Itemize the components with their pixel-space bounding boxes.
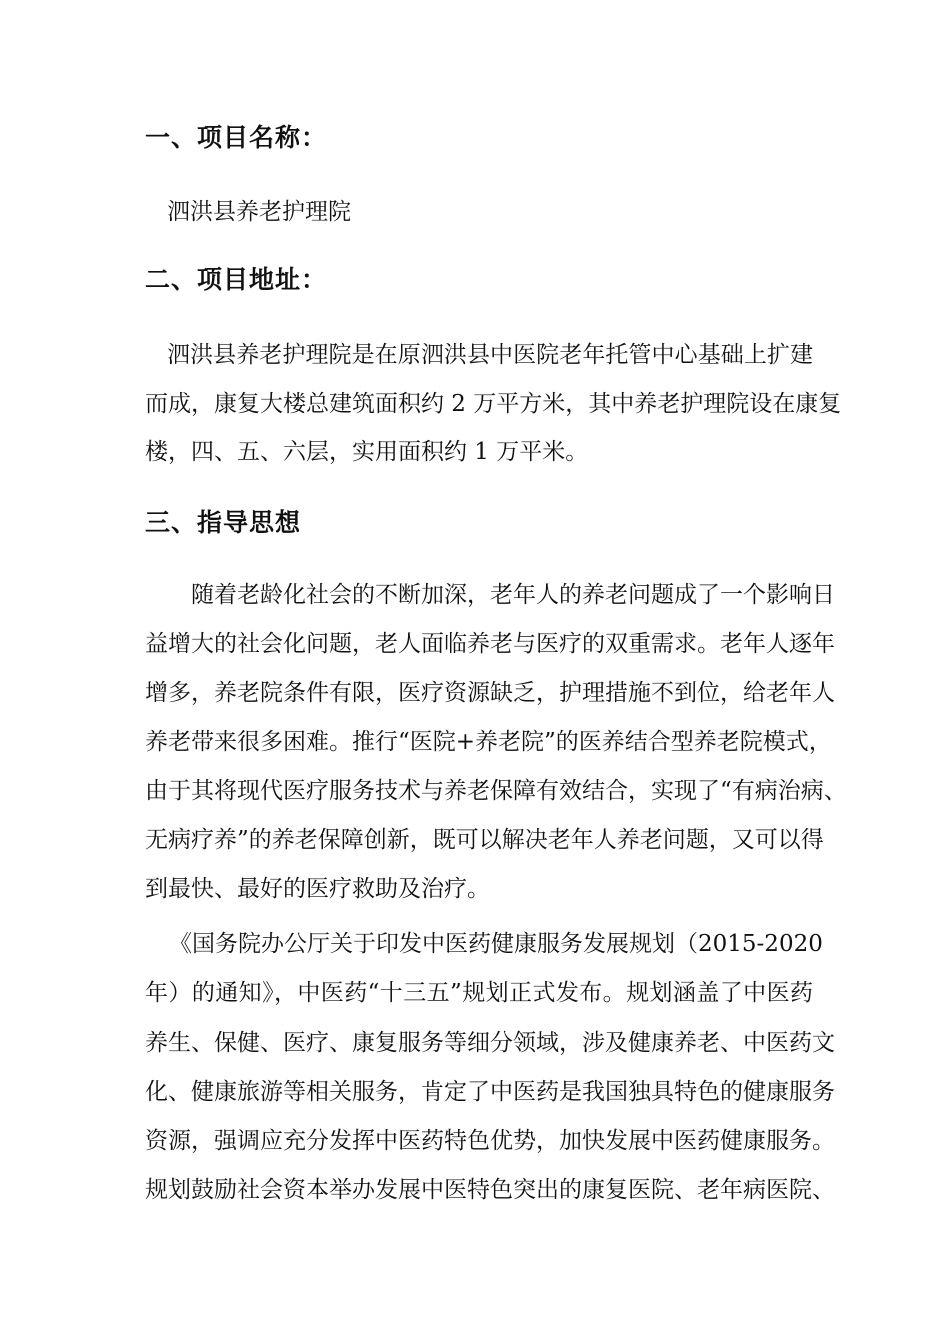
section-heading-guiding-ideology: 三、指导思想 xyxy=(145,508,302,537)
ideology-p2-line-1: 《国务院办公厅关于印发中医药健康服务发展规划（2015-2020 xyxy=(169,931,823,957)
ideology-p2-line-5: 资源，强调应充分发挥中医药特色优势，加快发展中医药健康服务。 xyxy=(145,1128,835,1154)
section-heading-project-name: 一、项目名称： xyxy=(145,123,328,152)
ideology-p1-line-3: 增多，养老院条件有限，医疗资源缺乏，护理措施不到位，给老年人 xyxy=(145,680,835,706)
address-line-1: 泗洪县养老护理院是在原泗洪县中医院老年托管中心基础上扩建 xyxy=(167,342,813,368)
ideology-p2-line-6: 规划鼓励社会资本举办发展中医特色突出的康复医院、老年病医院、 xyxy=(145,1177,835,1203)
ideology-p2-line-2: 年）的通知》，中医药“十三五”规划正式发布。规划涵盖了中医药 xyxy=(145,980,813,1006)
ideology-p1-line-1: 随着老龄化社会的不断加深，老年人的养老问题成了一个影响日 xyxy=(191,582,835,608)
ideology-p1-line-5: 由于其将现代医疗服务技术与养老保障有效结合，实现了“有病治病、 xyxy=(145,778,847,804)
project-name-text: 泗洪县养老护理院 xyxy=(167,199,351,225)
section-heading-project-address: 二、项目地址： xyxy=(145,265,328,294)
ideology-p1-line-7: 到最快、最好的医疗救助及治疗。 xyxy=(145,876,490,902)
ideology-p1-line-6: 无病疗养”的养老保障创新，既可以解决老年人养老问题，又可以得 xyxy=(145,827,824,853)
ideology-p2-line-4: 化、健康旅游等相关服务，肯定了中医药是我国独具特色的健康服务 xyxy=(145,1079,835,1105)
ideology-p1-line-2: 益增大的社会化问题，老人面临养老与医疗的双重需求。老年人逐年 xyxy=(145,631,835,657)
ideology-p1-line-4: 养老带来很多困难。推行“医院+养老院”的医养结合型养老院模式， xyxy=(145,729,832,755)
address-line-3: 楼，四、五、六层，实用面积约 1 万平米。 xyxy=(145,439,589,465)
ideology-p2-line-3: 养生、保健、医疗、康复服务等细分领域，涉及健康养老、中医药文 xyxy=(145,1030,835,1056)
address-line-2: 而成，康复大楼总建筑面积约 2 万平方米，其中养老护理院设在康复 xyxy=(145,391,842,417)
